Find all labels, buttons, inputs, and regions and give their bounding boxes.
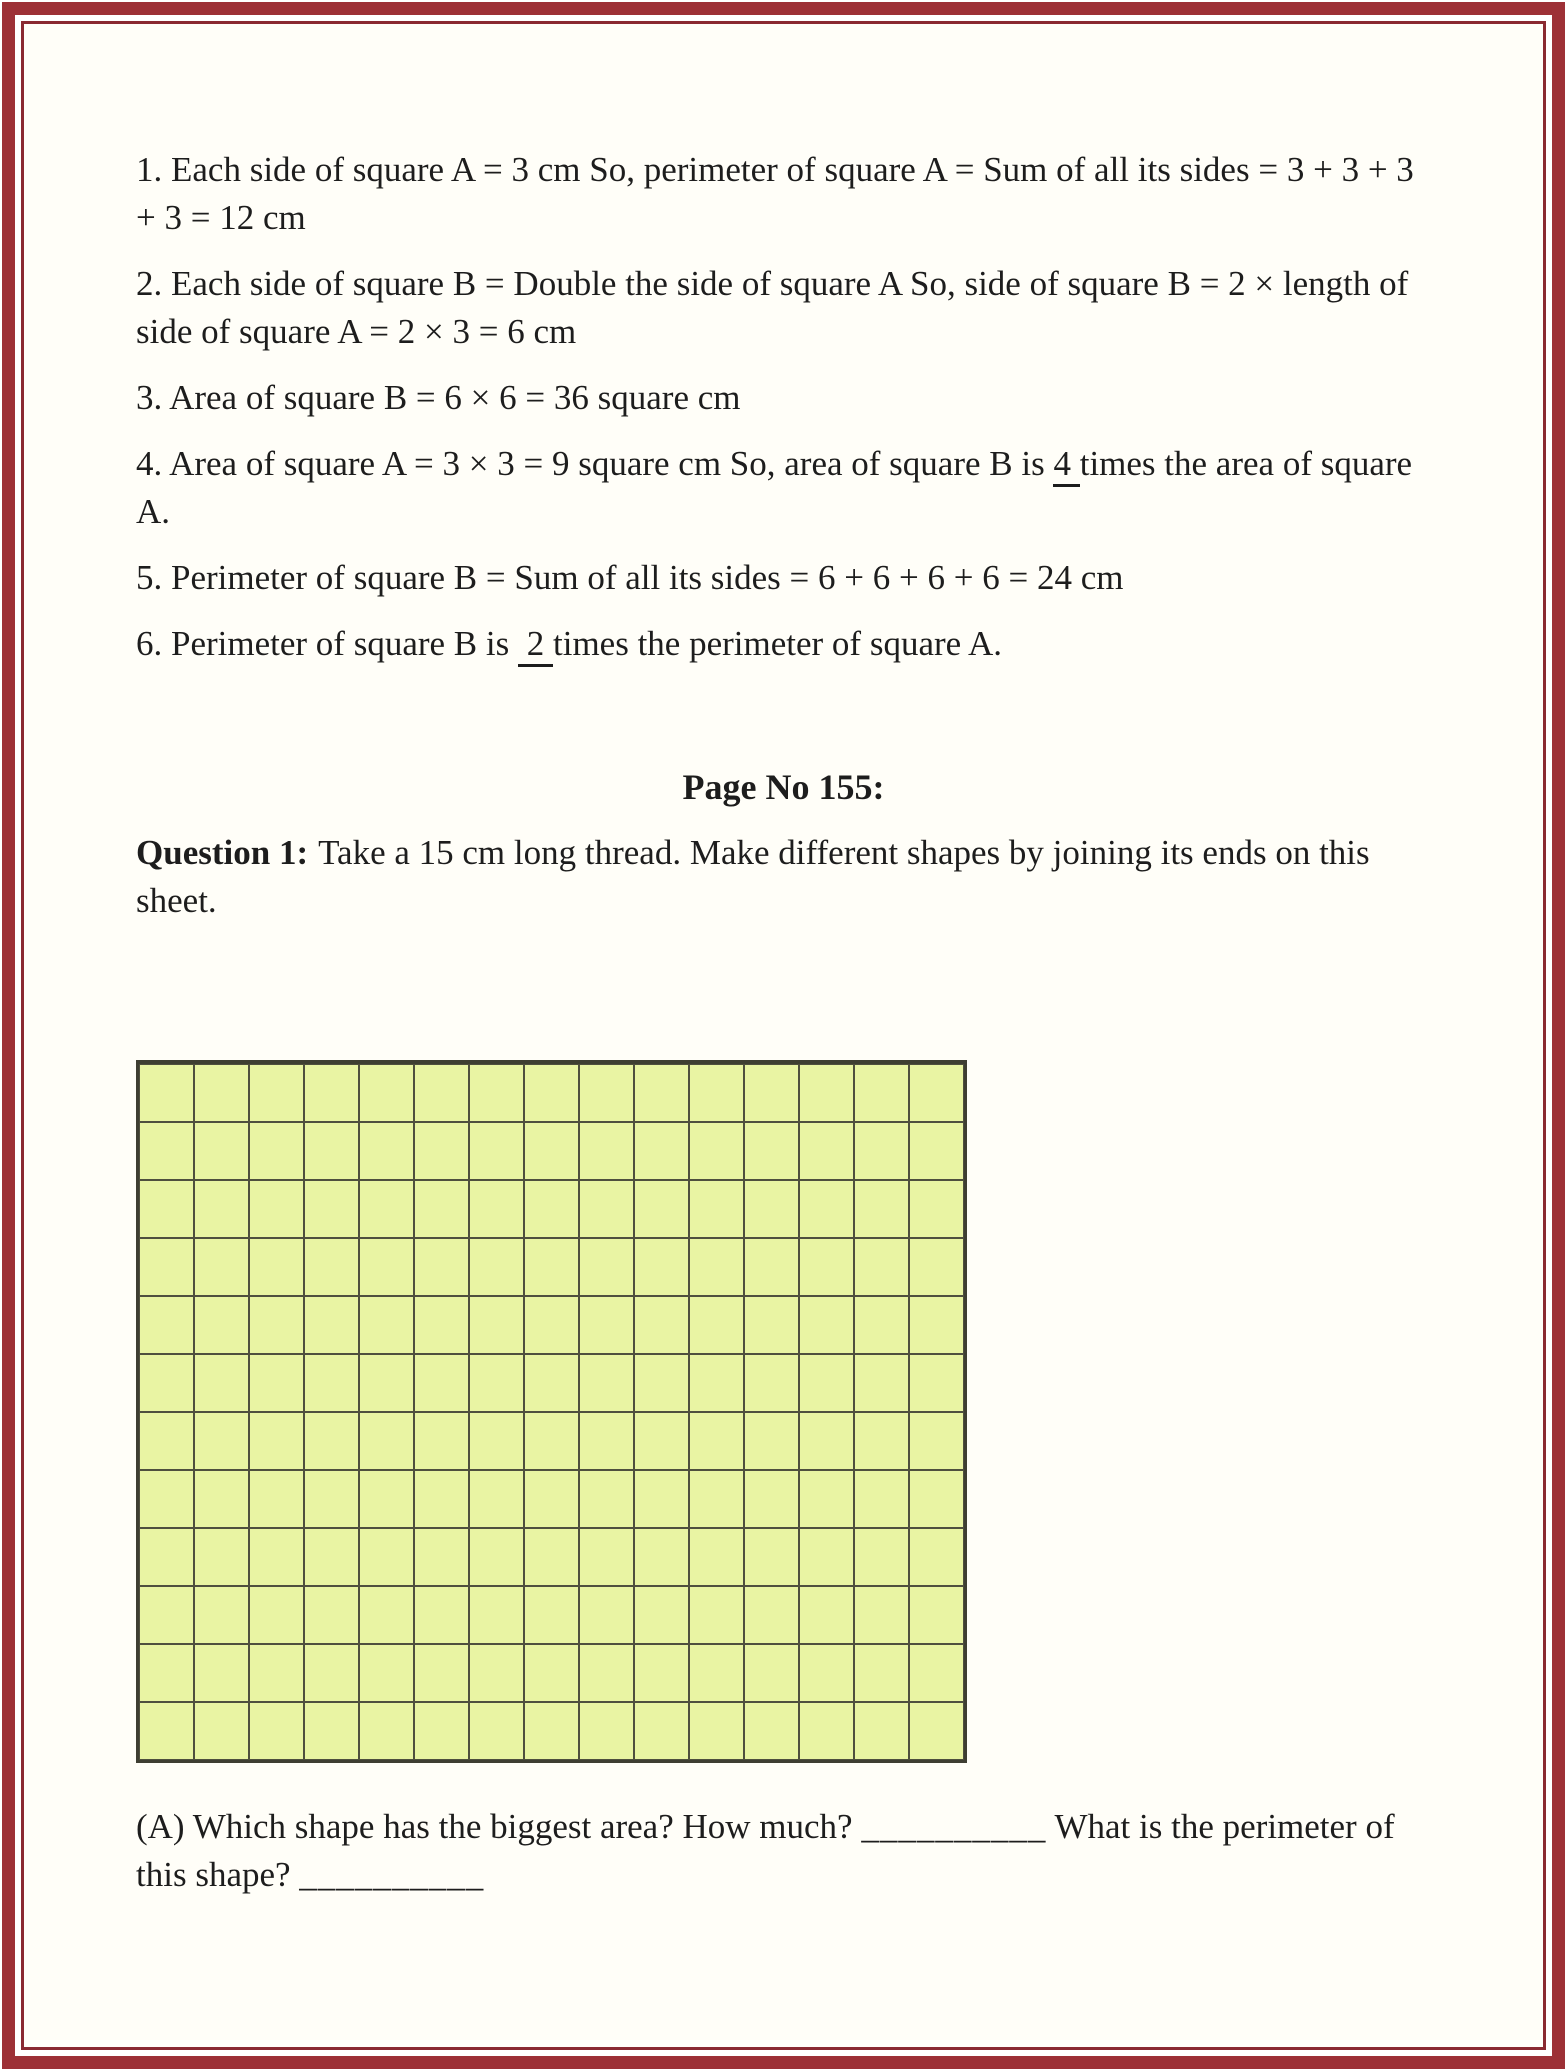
grid [136,1060,967,1763]
grid-cell [799,1528,854,1586]
grid-cell [139,1354,194,1412]
grid-cell [139,1296,194,1354]
grid-cell [854,1702,909,1760]
grid-cell [579,1122,634,1180]
grid-cell [304,1238,359,1296]
grid-cell [909,1180,964,1238]
grid-cell [689,1412,744,1470]
grid-cell [909,1412,964,1470]
grid-cell [139,1064,194,1122]
grid-cell [744,1528,799,1586]
grid-cell [139,1702,194,1760]
question-1 [136,829,1431,925]
grid-cell [139,1412,194,1470]
grid-cell [469,1180,524,1238]
grid-cell [744,1122,799,1180]
grid-cell [414,1354,469,1412]
grid-cell [469,1702,524,1760]
grid-cell [799,1122,854,1180]
grid-cell [634,1528,689,1586]
grid-cell [744,1412,799,1470]
grid-cell [194,1354,249,1412]
solution-item-3 [136,374,1431,422]
grid-cell [304,1470,359,1528]
grid-cell [799,1470,854,1528]
grid-cell [414,1586,469,1644]
grid-cell [909,1644,964,1702]
grid-cell [689,1354,744,1412]
grid-cell [634,1296,689,1354]
paper [24,24,1543,2047]
grid-cell [579,1412,634,1470]
grid-cell [249,1702,304,1760]
grid-cell [854,1296,909,1354]
text-segment: What is the perimeter of this shape? [136,1807,1395,1894]
grid-cell [194,1470,249,1528]
grid-cell [579,1238,634,1296]
grid-cell [359,1702,414,1760]
grid-cell [469,1238,524,1296]
grid-cell [634,1238,689,1296]
grid-cell [524,1238,579,1296]
question-1-label: Question 1: [136,833,309,872]
grid-cell [359,1586,414,1644]
grid-cell [689,1644,744,1702]
grid-cell [854,1238,909,1296]
grid-cell [634,1064,689,1122]
grid-cell [524,1702,579,1760]
page-heading: Page No 155: [682,767,885,807]
grid-cell [744,1702,799,1760]
grid-cell [524,1412,579,1470]
grid-cell [414,1412,469,1470]
grid-cell [524,1296,579,1354]
grid-cell [304,1702,359,1760]
grid-cell [249,1470,304,1528]
grid-cell [524,1122,579,1180]
grid-cell [249,1238,304,1296]
grid-cell [304,1180,359,1238]
solution-item-5 [136,554,1431,602]
grid-cell [194,1528,249,1586]
grid-cell [524,1180,579,1238]
grid-cell [854,1412,909,1470]
grid-cell [909,1470,964,1528]
grid-cell [249,1528,304,1586]
grid-cell [139,1586,194,1644]
grid-cell [469,1644,524,1702]
grid-cell [249,1296,304,1354]
grid-cell [579,1470,634,1528]
grid-cell [414,1702,469,1760]
grid-cell [359,1238,414,1296]
grid-cell [414,1238,469,1296]
grid-cell [249,1644,304,1702]
grid-cell [634,1702,689,1760]
grid-cell [634,1644,689,1702]
grid-cell [414,1180,469,1238]
grid-cell [249,1122,304,1180]
grid-cell [854,1122,909,1180]
grid-cell [304,1644,359,1702]
grid-cell [414,1528,469,1586]
grid-cell [854,1354,909,1412]
grid-cell [579,1586,634,1644]
grid-cell [689,1296,744,1354]
grid-cell [689,1528,744,1586]
grid-cell [359,1354,414,1412]
grid-cell [139,1238,194,1296]
grid-cell [909,1586,964,1644]
grid-cell [469,1296,524,1354]
grid-cell [854,1470,909,1528]
grid-cell [799,1180,854,1238]
grid-cell [359,1528,414,1586]
grid-cell [744,1180,799,1238]
solution-item-6 [136,620,1431,668]
grid-cell [249,1586,304,1644]
grid-cell [854,1644,909,1702]
grid-cell [909,1122,964,1180]
grid-cell [304,1296,359,1354]
grid-cell [139,1644,194,1702]
grid-cell [634,1354,689,1412]
grid-cell [799,1644,854,1702]
grid-cell [854,1180,909,1238]
grid-cell [359,1296,414,1354]
grid-cell [469,1354,524,1412]
grid-cell [744,1064,799,1122]
grid-cell [744,1470,799,1528]
grid-cell [744,1296,799,1354]
grid-cell [194,1702,249,1760]
grid-cell [414,1122,469,1180]
grid-cell [359,1064,414,1122]
grid-cell [744,1586,799,1644]
grid-cell [359,1644,414,1702]
grid-cell [359,1180,414,1238]
grid-cell [469,1412,524,1470]
grid-cell [194,1296,249,1354]
grid-cell [414,1644,469,1702]
grid-cell [689,1064,744,1122]
grid-cell [799,1064,854,1122]
grid-cell [689,1180,744,1238]
grid-cell [249,1412,304,1470]
grid-cell [469,1064,524,1122]
grid-cell [909,1354,964,1412]
grid-cell [799,1702,854,1760]
grid-cell [194,1412,249,1470]
grid-cell [304,1586,359,1644]
grid-cell [414,1470,469,1528]
question-1-text: Take a 15 cm long thread. Make different shapes by joining its ends on this sheet. [136,833,1370,920]
grid-cell [579,1644,634,1702]
text-segment: 1. Each side of square A = 3 cm So, perimeter of square A = Sum of all its sides = 3 + 3 + 3 + 3 = 12 cm [136,150,1414,237]
grid-cell [799,1412,854,1470]
grid-cell [469,1528,524,1586]
solution-item-2 [136,260,1431,356]
grid-cell [744,1644,799,1702]
grid-cell [194,1064,249,1122]
grid-cell [689,1470,744,1528]
grid-cell [194,1644,249,1702]
grid-cell [909,1296,964,1354]
text-segment: times the perimeter of square A. [553,624,1003,663]
grid-cell [799,1354,854,1412]
text-segment: 3. Area of square B = 6 × 6 = 36 square cm [136,378,741,417]
grid-cell [249,1180,304,1238]
grid-cell [194,1586,249,1644]
grid-cell [304,1354,359,1412]
answer-blank: __________ [299,1855,485,1894]
grid-cell [139,1528,194,1586]
grid-cell [524,1528,579,1586]
grid-cell [854,1586,909,1644]
grid-cell [524,1586,579,1644]
grid-cell [854,1528,909,1586]
grid-cell [689,1702,744,1760]
grid-cell [689,1122,744,1180]
grid-cell [469,1586,524,1644]
grid-cell [854,1064,909,1122]
grid-cell [469,1470,524,1528]
grid-cell [579,1354,634,1412]
grid-cell [634,1470,689,1528]
grid-cell [524,1644,579,1702]
grid-cell [689,1238,744,1296]
grid-cell [524,1354,579,1412]
grid-cell [194,1238,249,1296]
text-segment: 6. Perimeter of square B is [136,624,518,663]
grid-cell [909,1702,964,1760]
grid-cell [689,1586,744,1644]
grid-cell [744,1354,799,1412]
grid-cell [909,1064,964,1122]
grid-cell [194,1122,249,1180]
grid-cell [579,1180,634,1238]
grid-cell [799,1238,854,1296]
text-segment: 4. Area of square A = 3 × 3 = 9 square cm So, area of square B is [136,444,1054,483]
underlined-answer: 4 [1053,444,1079,487]
grid-cell [524,1470,579,1528]
solution-item-4 [136,440,1431,536]
grid-cell [304,1122,359,1180]
grid-cell [304,1528,359,1586]
grid-cell [634,1180,689,1238]
grid-cell [799,1586,854,1644]
grid-cell [634,1122,689,1180]
grid-cell [359,1412,414,1470]
answer-blank: __________ [861,1807,1047,1846]
grid-cell [579,1296,634,1354]
grid-cell [414,1296,469,1354]
grid-cell [744,1238,799,1296]
grid-cell [304,1064,359,1122]
grid-cell [909,1238,964,1296]
text-segment: (A) Which shape has the biggest area? How much? [136,1807,862,1846]
solution-item-1 [136,146,1431,242]
grid-cell [634,1412,689,1470]
text-segment: 5. Perimeter of square B = Sum of all its sides = 6 + 6 + 6 + 6 = 24 cm [136,558,1124,597]
grid-cell [469,1122,524,1180]
grid-cell [194,1180,249,1238]
grid-cell [139,1470,194,1528]
grid-cell [249,1064,304,1122]
grid-cell [579,1064,634,1122]
question-a [136,1803,1431,1899]
grid-cell [579,1528,634,1586]
grid-cell [359,1470,414,1528]
grid-cell [579,1702,634,1760]
grid-cell [634,1586,689,1644]
text-segment: times the area of square A. [136,444,1413,531]
underlined-answer: 2 [518,624,553,667]
grid-cell [304,1412,359,1470]
grid-cell [249,1354,304,1412]
grid-cell [359,1122,414,1180]
grid-cell [139,1122,194,1180]
grid-cell [909,1528,964,1586]
grid-cell [799,1296,854,1354]
grid-cell [524,1064,579,1122]
text-segment: 2. Each side of square B = Double the side of square A So, side of square B = 2 × length of side of square A = 2 × 3 = 6 cm [136,264,1409,351]
grid-cell [139,1180,194,1238]
grid-cell [414,1064,469,1122]
